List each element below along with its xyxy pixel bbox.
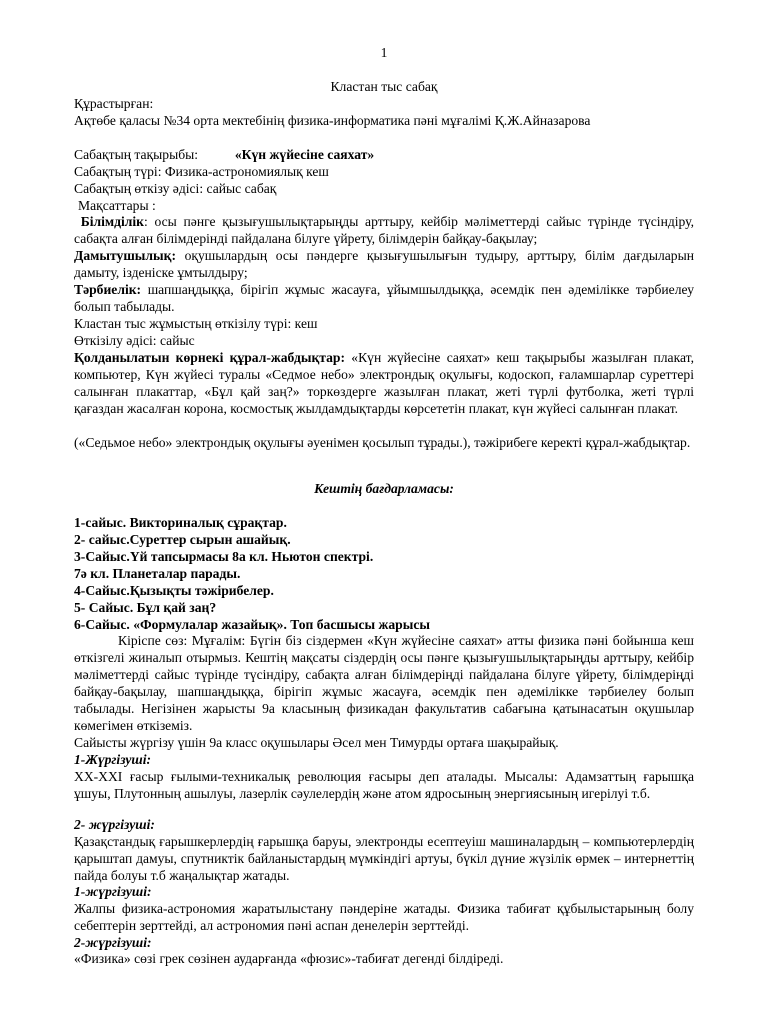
intro-paragraph bbox=[74, 632, 694, 734]
intro-last-line: Сайысты жүргізу үшін 9а класс оқушылары Әсел мен Тимурды ортаға шақырайық. bbox=[74, 735, 559, 750]
page-number: 1 bbox=[380, 45, 388, 60]
document-title: Кластан тыс сабақ bbox=[330, 79, 438, 94]
intro-text: Кіріспе сөз: Мұғалім: Бүгін біз сіздермен «Күн жүйесіне саяхат» атты физика пәні бойынша кеш өткізгелі жиналып отырмыз. Кештің мақсаты сіздердің осы пәнге қызығушылықтарыңды арттыру, кейбір мәліметтерді сайыс түрінде түсіндіру, сабақта алған білімдеріңді пайдалана білуге үйрету, білімдеріңді байқау-бақылау, шапшаңдыққа, бірігіп жұмыс жасауға, әсемдік пен әдемілікке тәрбиелеу болып табылады. Негізінен жарысты 9а класының физикадан факультатив сабағына қатынасатын оқушылар көмегімен өткіземіз. bbox=[74, 633, 694, 733]
program-item: 2- сайыс.Суреттер сырын ашайық. bbox=[74, 532, 291, 547]
host1-heading: 1-Жүргізуші: bbox=[74, 752, 152, 767]
host2-paragraph-2: «Физика» сөзі грек сөзінен аударғанда «фюзис»-табиғат дегенді білдіреді. bbox=[74, 951, 504, 966]
equipment-note: («Седьмое небо» электрондық оқулығы әуенімен қосылып тұрады.), тәжірибеге керекті құрал-жабдықтар. bbox=[74, 435, 691, 450]
goal-upbringing-label: Тәрбиелік: bbox=[74, 282, 142, 297]
goal-knowledge-label: Білімділік bbox=[80, 214, 145, 229]
author-label: Құрастырған: bbox=[74, 96, 154, 111]
goals-label: Мақсаттары : bbox=[78, 198, 156, 213]
host1-heading-2: 1-жүргізуші: bbox=[74, 884, 152, 899]
goal-development-text: оқушылардың осы пәндерге қызығушылығын тудыру, арттыру, білім дағдыларын дамыту, ізденіске ұмтылдыру; bbox=[74, 248, 694, 280]
goal-knowledge-text: : осы пәнге қызығушылықтарыңды арттыру, кейбір мәліметтерді сайыс түрінде түсіндіру, сабақта алған білімдерінді пайдалана білуге үйрету, білімдерін байқау-бақылау; bbox=[74, 214, 694, 246]
program-item: 6-Сайыс. «Формулалар жазайық». Топ басшысы жарысы bbox=[74, 617, 430, 632]
program-item: 4-Сайыс.Қызықты тәжірибелер. bbox=[74, 583, 274, 598]
goal-development bbox=[74, 247, 694, 281]
program-item: 1-сайыс. Викториналық сұрақтар. bbox=[74, 515, 287, 530]
host2-paragraph: Қазақстандық ғарышкерлердің ғарышқа баруы, электронды есептеуіш машиналардың – компьютерлердің қарыштап дамуы, спутниктік байланыстардың мүмкіндігі артуы, бүкіл дүние жүзілік өрмек – интернеттің пайда болуы т.б жаңалықтар жатады. bbox=[74, 834, 694, 883]
goal-upbringing bbox=[74, 281, 694, 315]
type-line: Сабақтың түрі: Физика-астрономиялық кеш bbox=[74, 164, 329, 179]
topic-line bbox=[74, 146, 694, 163]
host1-paragraph: XX-XXI ғасыр ғылыми-техникалық революция ғасыры деп аталады. Мысалы: Адамзаттың ғарышқа ұшуы, Плутонның ашылуы, лазерлік сәулелердің және атом ядросының энергиясының игерілуі т.б. bbox=[74, 769, 694, 801]
equipment-label: Қолданылатын көрнекі құрал-жабдықтар: bbox=[74, 350, 346, 365]
host2-heading-2: 2-жүргізуші: bbox=[74, 935, 152, 950]
method-line: Сабақтың өткізу әдісі: сайыс сабақ bbox=[74, 181, 277, 196]
goal-knowledge bbox=[74, 213, 694, 247]
program-title: Кештің бағдарламасы: bbox=[314, 481, 454, 496]
method2-line: Өткізілу әдісі: сайыс bbox=[74, 333, 195, 348]
equipment-paragraph bbox=[74, 349, 694, 417]
topic-value: «Күн жүйесіне саяхат» bbox=[234, 147, 375, 162]
host1-paragraph-2: Жалпы физика-астрономия жаратылыстану пәндеріне жатады. Физика табиғат құбылыстарының болу себептерін зерттейді, ал астрономия пәні аспан денелерін зерттейді. bbox=[74, 901, 694, 933]
topic-label: Сабақтың тақырыбы: bbox=[74, 147, 199, 162]
program-item: 3-Сайыс.Үй тапсырмасы 8а кл. Ньютон спектрі. bbox=[74, 549, 374, 564]
equipment-text: «Күн жүйесіне саяхат» кеш тақырыбы жазылған плакат, компьютер, Күн жүйесі туралы «Седмое небо» электрондық оқулығы, кодоскоп, ғаламшарлар суреттері салынған плакаттар, «Бұл қай заң?» торкөздерге жазылған плакат, жеті түрлі футболка, жеті түрлі қағаздан жасалған корона, космостық жылдамдықтарды көрсететін плакат, күн жүйесі салынған плакат. bbox=[74, 350, 694, 416]
program-item: 7ә кл. Планеталар парады. bbox=[74, 566, 241, 581]
program-item: 5- Сайыс. Бұл қай заң? bbox=[74, 600, 217, 615]
goal-development-label: Дамытушылық: bbox=[74, 248, 177, 263]
author-line: Ақтөбе қаласы №34 орта мектебінің физика-информатика пәні мұғалімі Қ.Ж.Айназарова bbox=[74, 113, 591, 128]
host2-heading: 2- жүргізуші: bbox=[74, 817, 155, 832]
form-line: Кластан тыс жұмыстың өткізілу түрі: кеш bbox=[74, 316, 318, 331]
goal-upbringing-text: шапшаңдыққа, бірігіп жұмыс жасауға, ұйымшылдыққа, әсемдік пен әдемілікке тәрбиелеу болып табылады. bbox=[74, 282, 694, 314]
